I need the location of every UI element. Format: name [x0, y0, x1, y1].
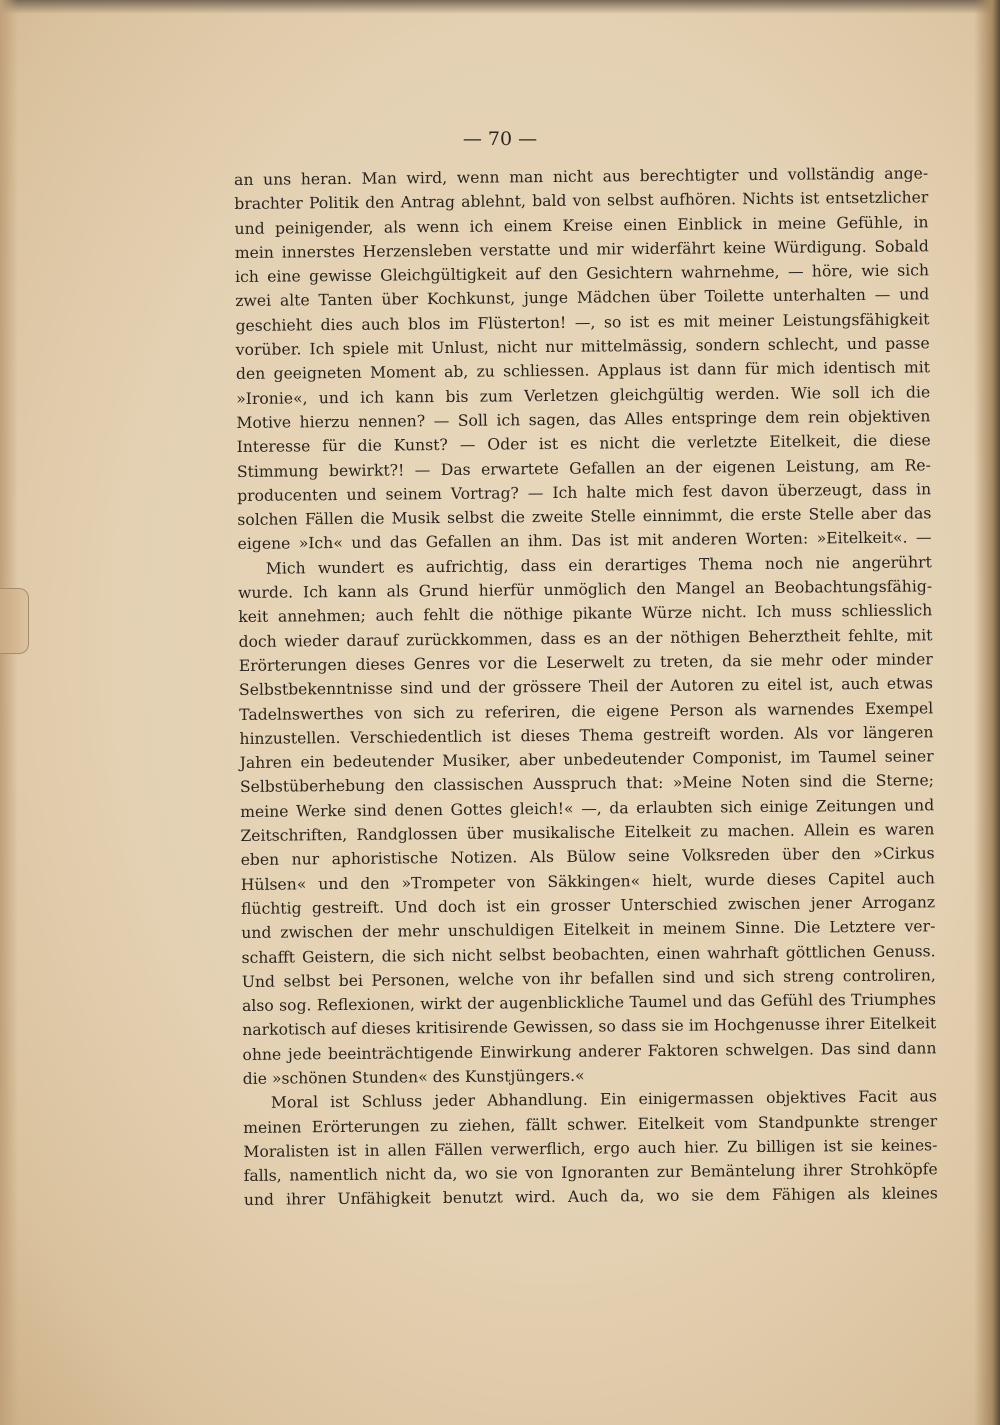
page-left-edge: [0, 0, 18, 1425]
text-line: wurde. Ich kann als Grund hierfür unmöglich den Mangel an Beobachtungsfähig-: [237, 577, 933, 603]
page-number: — 70 —: [462, 128, 538, 150]
text-line: eben nur aphoristische Notizen. Als Bülow seine Volksreden über den »Cirkus: [240, 844, 935, 870]
text-line: Moral ist Schluss jeder Abhandlung. Ein einigermassen objektives Facit aus: [270, 1087, 938, 1112]
text-line: Tadelnswerthes von sich zu referiren, die eigene Person als warnendes Exempel: [239, 698, 934, 724]
text-line: an uns heran. Man wird, wenn man nicht aus berechtigter und vollständig ange-: [234, 164, 929, 189]
text-line: die »schönen Stunden« des Kunstjüngers.«: [242, 1066, 585, 1088]
text-line: Zeitschriften, Randglossen über musikalische Eitelkeit zu machen. Allein es waren: [240, 820, 935, 845]
text-line: meine Werke sind denen Gottes gleich!« —, da erlaubten sich einige Zeitungen und: [240, 796, 935, 821]
text-line: schafft Geistern, die sich nicht selbst beobachten, einen wahrhaft göttlichen Genuss.: [241, 941, 936, 967]
text-line: mein innerstes Herzensleben verstatte und mir widerfährt keine Würdigung. Sobald: [234, 237, 929, 262]
text-line: Erörterungen dieses Genres vor die Leserwelt zu treten, da sie mehr oder minder: [238, 650, 933, 675]
text-line: und ihrer Unfähigkeit benutzt wird. Auch da, wo sie dem Fähigen als kleines: [243, 1184, 938, 1210]
text-line: ohne jede beeinträchtigende Einwirkung anderer Faktoren schwelgen. Das sind dann: [242, 1038, 937, 1064]
text-line: zwei alte Tanten über Kochkunst, junge Mädchen über Toilette unterhalten — und: [235, 285, 930, 311]
text-line: falls, namentlich nicht da, wo sie von Ignoranten zur Bemäntelung ihrer Strohköpfe: [243, 1160, 938, 1186]
text-line: keit annehmen; auch fehlt die nöthige pikante Würze nicht. Ich muss schliesslich: [238, 601, 933, 627]
text-line: Selbstbekenntnisse sind und der grössere Theil der Autoren zu eitel ist, auch etwas: [238, 674, 934, 700]
text-line: geschieht dies auch blos im Flüsterton! —, so ist es mit meiner Leistungsfähigkeit: [235, 310, 930, 335]
text-line: Moralisten ist in allen Fällen verwerflich, ergo auch hier. Zu billigen ist sie keines-: [243, 1136, 938, 1161]
text-line: Selbstüberhebung den classischen Ausspruch that: »Meine Noten sind die Sterne;: [239, 771, 935, 797]
text-line: also sog. Reflexionen, wirkt der augenblickliche Taumel und das Gefühl des Triumphes: [241, 990, 937, 1016]
text-line: Hülsen« und den »Trompeter von Säkkingen« hielt, wurde dieses Capitel auch: [240, 868, 935, 894]
page-top-shadow: [0, 0, 1000, 14]
text-line: »Ironie«, und ich kann bis zum Verletzen gleichgültig werden. Wie soll ich die: [236, 382, 931, 408]
text-line: eigene »Ich« und das Gefallen an ihm. Das ist mit anderen Worten: »Eitelkeit«. —: [237, 528, 932, 554]
text-line: und peinigender, als wenn ich einem Kreise einen Einblick in meine Gefühle, in: [234, 212, 929, 238]
text-line: doch wieder darauf zurückkommen, dass es an der nöthigen Beherztheit fehlte, mit: [238, 625, 933, 651]
page-gutter-shadow: [974, 0, 1000, 1425]
text-line: und zwischen der mehr unschuldigen Eitelkeit in meinem Sinne. Die Letztere ver-: [241, 917, 936, 943]
text-line: Motive hierzu nennen? — Soll ich sagen, das Alles entspringe dem rein objektiven: [236, 407, 931, 432]
text-line: narkotisch auf dieses kritisirende Gewissen, so dass sie im Hochgenusse ihrer Eitelkeit: [242, 1014, 937, 1040]
text-line: Und selbst bei Personen, welche von ihr befallen sind und sich streng controliren,: [241, 966, 936, 991]
text-line: meinen Erörterungen zu ziehen, fällt schwer. Eitelkeit vom Standpunkte strenger: [243, 1111, 938, 1137]
text-line: brachter Politik den Antrag ablehnt, bald von selbst aufhören. Nichts ist entsetzlicher: [234, 188, 929, 214]
text-line: producenten und seinem Vortrag? — Ich halte mich fest davon überzeugt, dass in: [237, 480, 932, 505]
text-line: Mich wundert es aufrichtig, dass ein derartiges Thema noch nie angerührt: [265, 553, 932, 578]
page-clip: [0, 588, 29, 654]
text-line: Stimmung bewirkt?! — Das erwartete Gefallen an der eigenen Leistung, am Re-: [236, 455, 931, 481]
text-line: Jahren ein bedeutender Musiker, aber unbedeutender Componist, im Taumel seiner: [239, 747, 934, 773]
body-text: [234, 161, 938, 1212]
text-line: flüchtig gestreift. Und doch ist ein grosser Unterschied zwischen jener Arroganz: [241, 893, 936, 918]
text-line: Interesse für die Kunst? — Oder ist es nicht die verletzte Eitelkeit, die diese: [236, 431, 931, 457]
text-line: ich eine gewisse Gleichgültigkeit auf den Gesichtern wahrnehme, — höre, wie sich: [234, 261, 930, 287]
text-line: den geeigneten Moment ab, zu schliessen. Applaus ist dann für mich identisch mit: [235, 358, 931, 384]
text-line: vorüber. Ich spiele mit Unlust, nicht nur mittelmässig, sondern schlecht, und passe: [235, 334, 930, 360]
text-line: solchen Fällen die Musik selbst die zweite Stelle einnimmt, die erste Stelle aber das: [237, 504, 932, 530]
text-line: hinzustellen. Verschiedentlich ist dieses Thema gestreift worden. Als vor längeren: [239, 723, 934, 748]
